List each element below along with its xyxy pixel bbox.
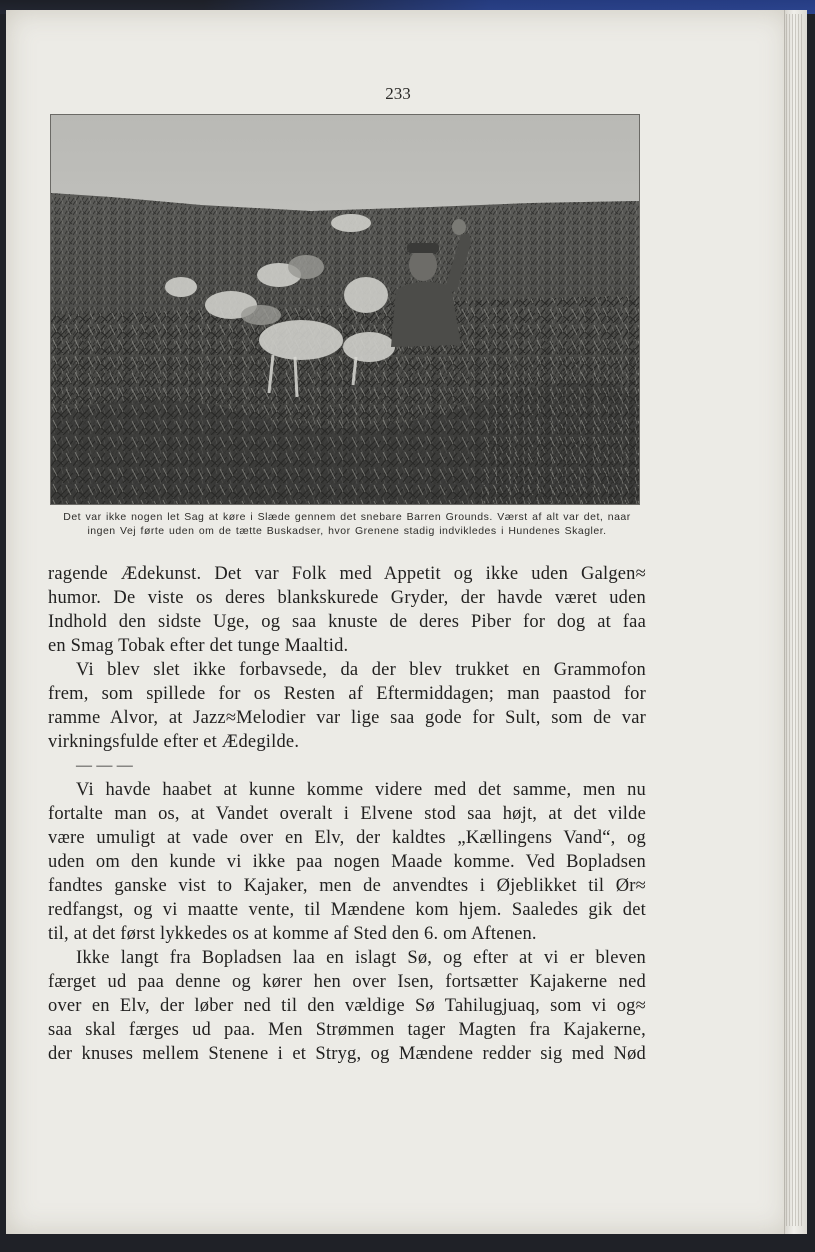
text-line: uden om den kunde vi ikke paa nogen Maade komme. Ved Bopladsen	[48, 852, 646, 872]
body-text	[48, 562, 646, 1066]
text-line: Ikke langt fra Bopladsen laa en islagt Sø, og efter at vi er bleven	[76, 948, 646, 968]
text-line: ramme Alvor, at Jazz≈Melodier var lige saa gode for Sult, som de var	[48, 708, 646, 728]
photograph	[50, 114, 640, 505]
text-line: Vi blev slet ikke forbavsede, da der blev trukket en Grammofon	[76, 660, 646, 680]
book-page	[6, 10, 790, 1234]
text-line: være umuligt at vade over en Elv, der kaldtes „Kællingens Vand“, og	[48, 828, 646, 848]
text-line: Indhold den sidste Uge, og saa knuste de deres Piber for dog at faa	[48, 612, 646, 632]
text-line: redfangst, og vi maatte vente, til Mændene kom hjem. Saaledes gik det	[48, 900, 646, 920]
text-line: fortalte man os, at Vandet overalt i Elvene stod saa højt, at det vilde	[48, 804, 646, 824]
text-line: saa skal færges ud paa. Men Strømmen tager Magten fra Kajakerne,	[48, 1020, 646, 1040]
text-line: Vi havde haabet at kunne komme videre med det samme, men nu	[76, 780, 646, 800]
text-line: humor. De viste os deres blankskurede Gryder, der havde været uden	[48, 588, 646, 608]
section-break: — — —	[76, 757, 133, 774]
text-line: over en Elv, der løber ned til den vældige Sø Tahilugjuaq, som vi og≈	[48, 996, 646, 1016]
text-line: fandtes ganske vist to Kajaker, men de anvendtes i Øjeblikket til Ør≈	[48, 876, 646, 896]
text-line: en Smag Tobak efter det tunge Maaltid.	[48, 636, 349, 656]
caption-line: Det var ikke nogen let Sag at køre i Slæde gennem det snebare Barren Grounds. Værst af alt var det, naar	[63, 511, 631, 523]
caption-line: ingen Vej førte uden om de tætte Buskadser, hvor Grenene stadig indvikledes i Hundenes Skagler.	[87, 525, 607, 537]
page-stack-lines	[786, 14, 804, 1226]
tundra-dogsled-photo	[51, 115, 639, 504]
page-number: 233	[385, 84, 411, 103]
text-line: ragende Ædekunst. Det var Folk med Appetit og ikke uden Galgen≈	[48, 564, 646, 584]
photo-caption	[48, 510, 646, 538]
text-line: der knuses mellem Stenene i et Stryg, og Mændene redder sig med Nød	[48, 1044, 646, 1064]
text-line: frem, som spillede for os Resten af Eftermiddagen; man paastod for	[48, 684, 646, 704]
text-line: til, at det først lykkedes os at komme af Sted den 6. om Aftenen.	[48, 924, 537, 944]
text-line: færget ud paa denne og kører hen over Isen, fortsætter Kajakerne ned	[48, 972, 646, 992]
text-line: virkningsfulde efter et Ædegilde.	[48, 732, 300, 752]
